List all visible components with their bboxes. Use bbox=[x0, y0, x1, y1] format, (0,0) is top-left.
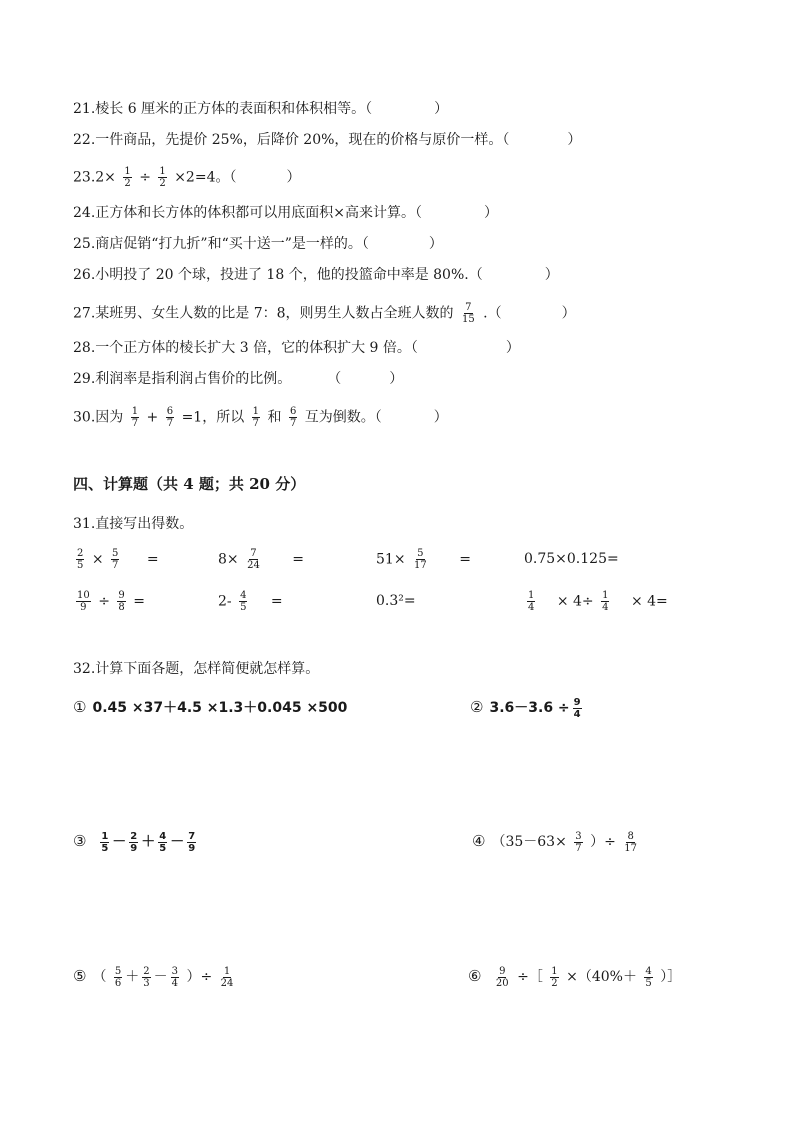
calc-item: $\frac{10}{9}$ ÷ $\frac{9}{8}$ = bbox=[77, 590, 145, 613]
fraction: $\frac{5}{6}$ bbox=[114, 965, 122, 989]
answer-paren-open: （ bbox=[327, 371, 342, 387]
question-text: .（ bbox=[483, 305, 502, 322]
calc-problem-5: ⑤ （ $\frac{5}{6}$ ＋ $\frac{2}{3}$ － $\frac{3}{4}$ ）÷ $\frac{1}{24}$ bbox=[73, 965, 234, 989]
question-text: 25.商店促销“打九折”和“买十送一”是一样的。（ bbox=[73, 236, 369, 252]
answer-paren-close: ） bbox=[567, 132, 582, 148]
operator: + bbox=[146, 409, 159, 426]
fraction: $\frac{2}{3}$ bbox=[143, 965, 150, 989]
question-text: 24.正方体和长方体的体积都可以用底面积×高来计算。（ bbox=[73, 205, 422, 221]
answer-paren-close: ） bbox=[389, 371, 404, 387]
calc-item: 51× $\frac{5}{17}$ = bbox=[376, 548, 471, 571]
answer-paren-close: ） bbox=[434, 101, 449, 117]
fraction: $\frac{3}{7}$ bbox=[575, 830, 582, 854]
answer-paren-close: ） bbox=[484, 205, 498, 221]
question-31-title: 31.直接写出得数。 bbox=[73, 516, 194, 532]
calc-item: $\frac{1}{4}$ × 4÷ $\frac{1}{4}$ × 4= bbox=[528, 590, 668, 613]
answer-paren-close: ） bbox=[505, 340, 520, 356]
question-text: 23.2× bbox=[73, 169, 116, 186]
fraction: $\frac{9}{20}$ bbox=[495, 965, 509, 989]
problem-number: ③ bbox=[73, 832, 87, 850]
calc-item: 8× $\frac{7}{24}$ = bbox=[218, 548, 305, 571]
question-text: 21.棱长 6 厘米的正方体的表面积和体积相等。（ bbox=[73, 101, 373, 117]
question-25 bbox=[73, 234, 443, 254]
fraction: $\frac{7}{15}$ bbox=[461, 302, 475, 325]
answer-paren-close: ） bbox=[561, 305, 576, 322]
answer-paren-close: ） bbox=[286, 169, 301, 186]
question-29 bbox=[73, 369, 403, 389]
calc-item: 0.3²= bbox=[376, 593, 416, 609]
calc-problem-2 bbox=[470, 696, 585, 720]
problem-number: ④ bbox=[472, 832, 486, 850]
fraction: $\frac{1}{4}$ bbox=[528, 590, 535, 613]
problem-number: ② bbox=[470, 698, 484, 716]
calc-problem-1 bbox=[73, 696, 347, 719]
question-text: 26.小明投了 20 个球，投进了 18 个，他的投篮命中率是 80%.（ bbox=[73, 267, 483, 283]
fraction: $\frac{4}{5}$ bbox=[159, 830, 167, 854]
fraction: $\frac{1}{2}$ bbox=[159, 166, 166, 189]
question-30 bbox=[73, 406, 448, 429]
expression: 3.6－3.6 ÷ bbox=[489, 700, 570, 716]
question-text: =1，所以 bbox=[181, 409, 245, 426]
fraction: $\frac{2}{9}$ bbox=[130, 830, 138, 854]
question-26 bbox=[73, 265, 559, 285]
fraction: $\frac{4}{5}$ bbox=[645, 965, 652, 989]
answer-paren-close: ） bbox=[544, 267, 559, 283]
answer-paren-close: ） bbox=[428, 236, 443, 252]
question-text: 22.一件商品，先提价 25%，后降价 20%，现在的价格与原价一样。（ bbox=[73, 132, 510, 148]
question-32-title: 32.计算下面各题，怎样简便就怎样算。 bbox=[73, 661, 320, 677]
fraction: $\frac{8}{17}$ bbox=[624, 830, 638, 854]
problem-number: ⑤ bbox=[73, 967, 87, 985]
question-text: 27.某班男、女生人数的比是 7：8，则男生人数占全班人数的 bbox=[73, 305, 454, 322]
question-text: 30.因为 bbox=[73, 409, 124, 426]
expression: 0.45 ×37＋4.5 ×1.3＋0.045 ×500 bbox=[92, 700, 348, 716]
calc-problem-6: ⑥ $\frac{9}{20}$ ÷［ $\frac{1}{2}$ ×（40%＋ $\frac{4}{5}$ ）］ bbox=[468, 965, 682, 989]
fraction: $\frac{6}{7}$ bbox=[166, 406, 174, 429]
fraction: $\frac{1}{2}$ bbox=[551, 965, 558, 989]
question-22 bbox=[73, 130, 581, 150]
fraction: $\frac{5}{7}$ bbox=[112, 548, 119, 571]
fraction: $\frac{1}{7}$ bbox=[252, 406, 260, 429]
question-text: 和 bbox=[267, 409, 282, 426]
operator: ÷ bbox=[139, 169, 151, 186]
fraction: $\frac{9}{4}$ bbox=[573, 696, 581, 720]
answer-paren-close: ） bbox=[433, 409, 448, 426]
question-text: 28.一个正方体的棱长扩大 3 倍，它的体积扩大 9 倍。（ bbox=[73, 340, 418, 356]
question-23 bbox=[73, 166, 300, 189]
calc-problem-3: ③ $\frac{1}{5}$ － $\frac{2}{9}$ ＋ $\frac{4}{5}$ － $\frac{7}{9}$ bbox=[73, 830, 196, 854]
problem-number: ⑥ bbox=[468, 967, 482, 985]
fraction: $\frac{7}{24}$ bbox=[247, 548, 260, 571]
fraction: $\frac{3}{4}$ bbox=[171, 965, 179, 989]
question-24 bbox=[73, 203, 498, 223]
fraction: $\frac{7}{9}$ bbox=[188, 830, 196, 854]
calc-problem-4: ④ （35－63× $\frac{3}{7}$ ）÷ $\frac{8}{17}$ bbox=[472, 830, 638, 854]
calc-item: 0.75×0.125= bbox=[524, 551, 619, 567]
calc-item: 2- $\frac{4}{5}$ = bbox=[218, 590, 283, 613]
fraction: $\frac{1}{24}$ bbox=[220, 965, 234, 989]
fraction: $\frac{4}{5}$ bbox=[240, 590, 247, 613]
fraction: $\frac{2}{5}$ bbox=[77, 548, 84, 571]
fraction: $\frac{9}{8}$ bbox=[118, 590, 125, 613]
question-text: ×2=4。（ bbox=[174, 169, 237, 186]
calc-item: $\frac{2}{5}$ × $\frac{5}{7}$ = bbox=[77, 548, 159, 571]
question-text: 29.利润率是指利润占售价的比例。 bbox=[73, 371, 292, 387]
fraction: $\frac{1}{5}$ bbox=[101, 830, 109, 854]
fraction: $\frac{1}{7}$ bbox=[131, 406, 139, 429]
question-text: 互为倒数。（ bbox=[304, 409, 382, 426]
question-28 bbox=[73, 338, 520, 358]
section-heading: 四、计算题（共 4 题；共 20 分） bbox=[73, 475, 306, 493]
fraction: $\frac{6}{7}$ bbox=[289, 406, 297, 429]
question-21 bbox=[73, 99, 448, 119]
problem-number: ① bbox=[73, 698, 87, 716]
question-27 bbox=[73, 302, 576, 325]
fraction: $\frac{5}{17}$ bbox=[414, 548, 427, 571]
fraction: $\frac{10}{9}$ bbox=[77, 590, 90, 613]
fraction: $\frac{1}{2}$ bbox=[124, 166, 131, 189]
fraction: $\frac{1}{4}$ bbox=[602, 590, 609, 613]
